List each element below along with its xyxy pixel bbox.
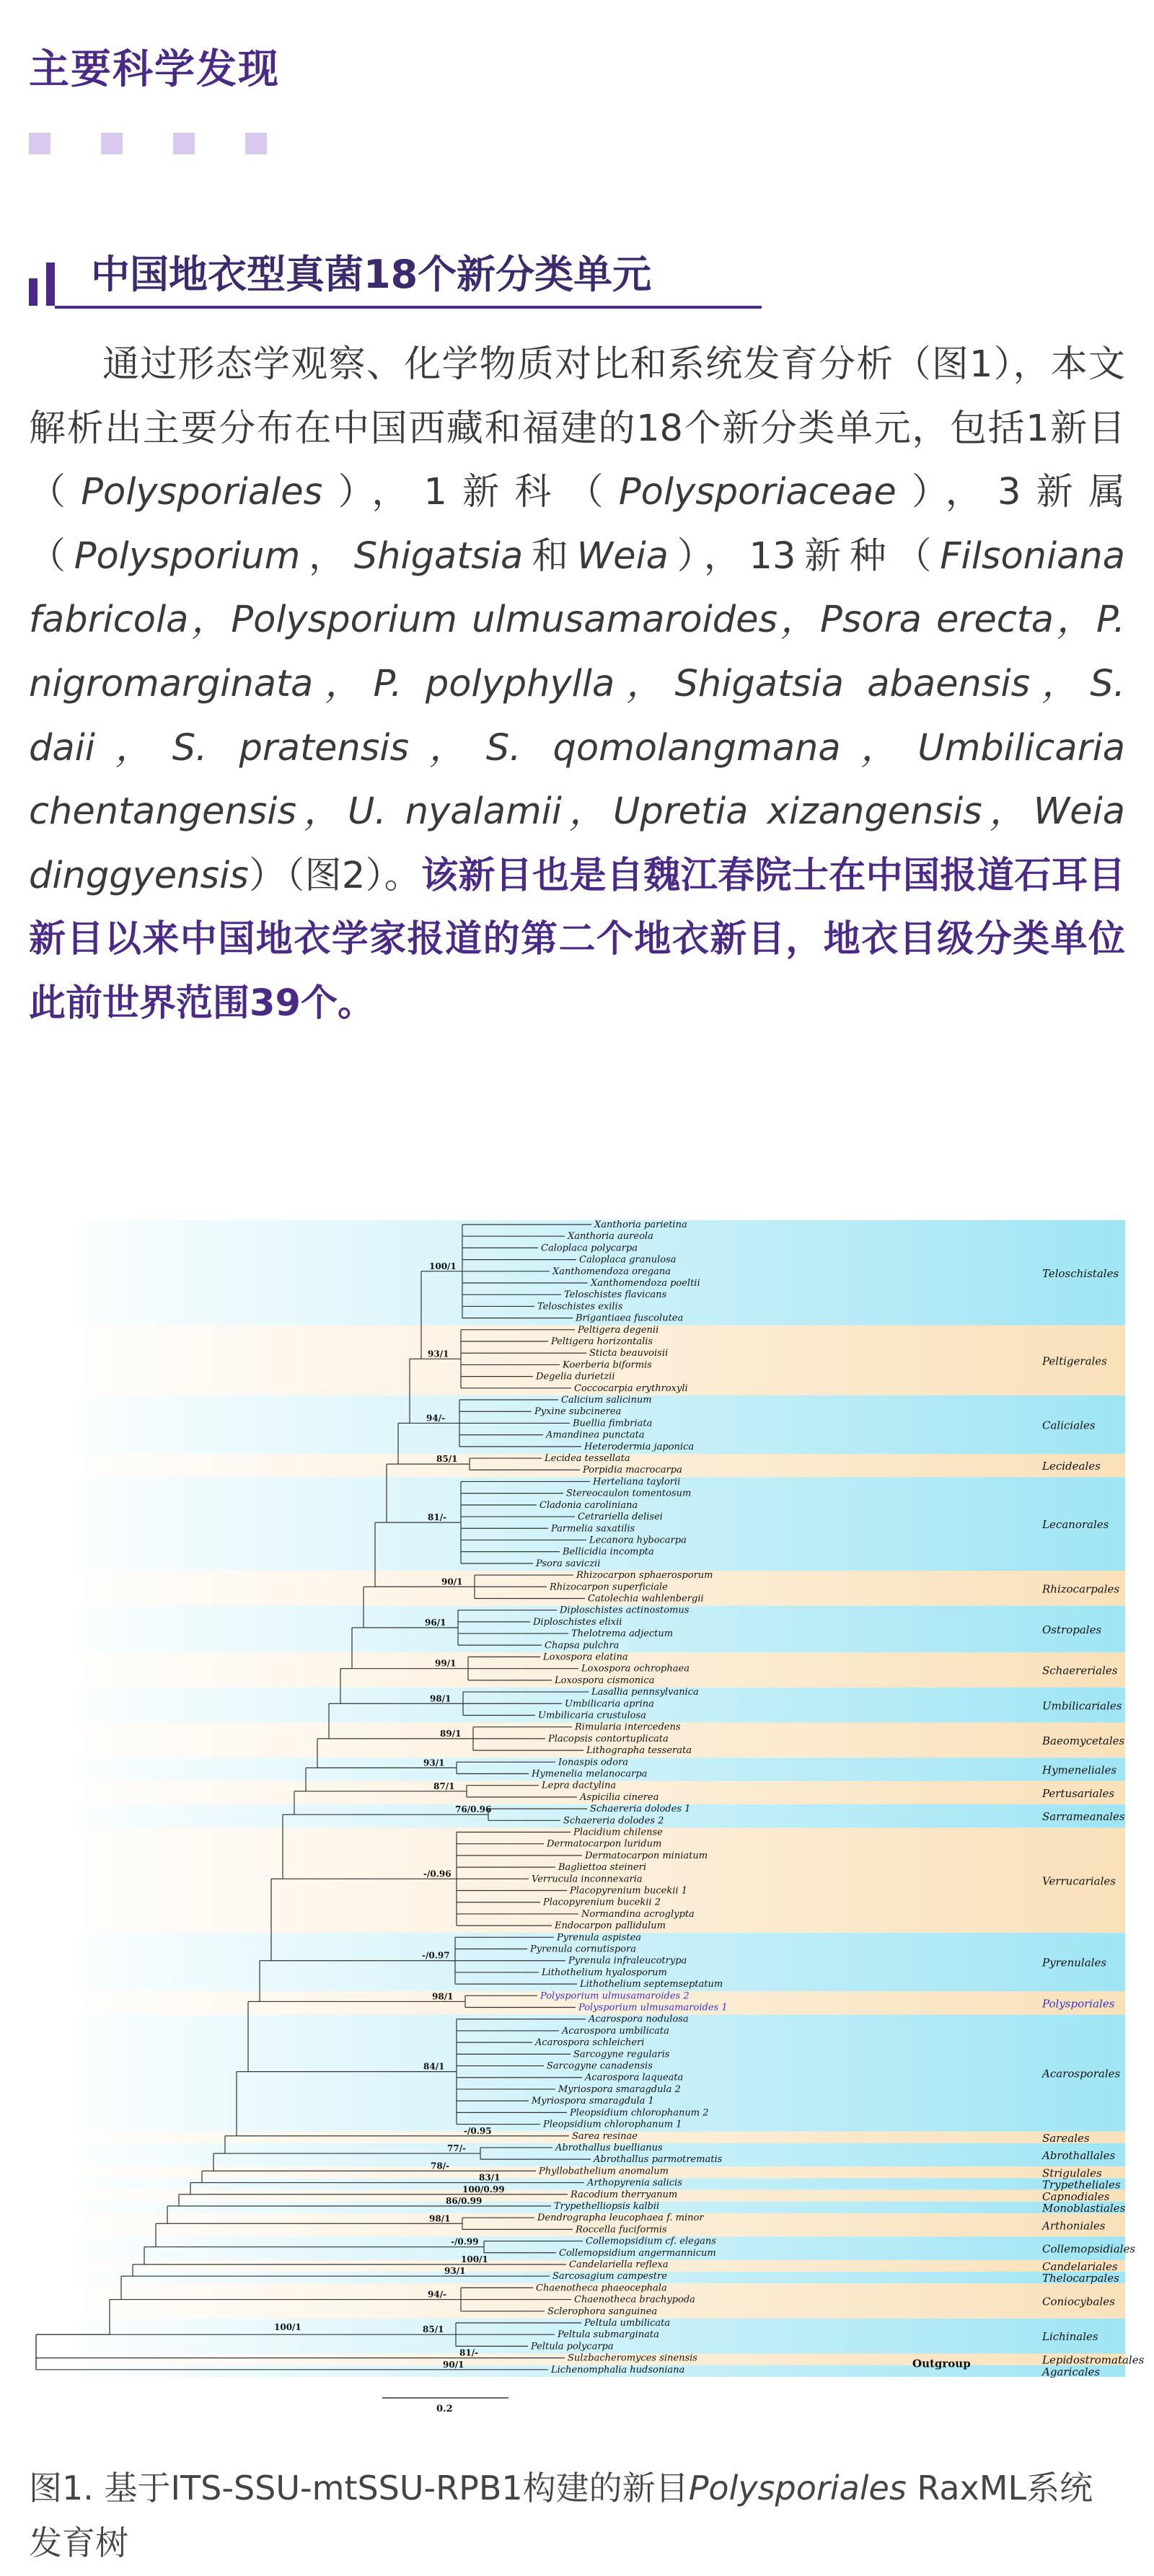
taxon-label: Xanthomendoza oregana	[552, 1266, 671, 1277]
taxon-label: Peltula umbilicata	[584, 2317, 671, 2329]
taxon-label: Lecanora hybocarpa	[589, 1535, 687, 1546]
taxon-label: Phyllobathelium anomalum	[539, 2166, 669, 2177]
support-label: 99/1	[435, 1658, 457, 1669]
support-label: 98/1	[429, 2213, 451, 2224]
taxon-species-list: Filsoniana fabricola，Polysporium ulmusamaroides，Psora erecta，P. nigromarginata，P. polyphylla，Shigatsia abaensis，S. daii，S. pratensis，S. qomolangmana，Umbilicaria chentangensis，U. nyalamii，Upretia xizangensis，Weia dinggyensis	[29, 534, 1125, 897]
taxon-label: Sclerophora sanguinea	[547, 2306, 658, 2317]
phylogenetic-tree-figure	[29, 1212, 1145, 2416]
clade-order-label: Caliciales	[1042, 1419, 1096, 1432]
taxon-label: Acarospora laqueata	[585, 2072, 684, 2083]
support-label: 93/1	[423, 1757, 445, 1768]
taxon-label: Candelariella reflexa	[569, 2259, 669, 2270]
clade-order-label: Candelariales	[1042, 2259, 1118, 2273]
caption-prefix: 图1. 基于ITS-SSU-mtSSU-RPB1构建的新目	[29, 2469, 689, 2507]
taxon-label: Coccocarpia erythroxyli	[574, 1382, 688, 1394]
taxon-label: Verrucula inconnexaria	[532, 1874, 643, 1885]
taxon-label: Pyrenula cornutispora	[530, 1944, 637, 1955]
taxon-label: Acarospora umbilicata	[562, 2025, 669, 2037]
subheading-accent-bar	[29, 278, 38, 306]
caption-order: Polysporiales	[688, 2469, 907, 2507]
support-label: 100/1	[274, 2322, 301, 2333]
taxon-label: Peltigera horizontalis	[551, 1336, 653, 1348]
subheading: 中国地衣型真菌18个新分类单元	[91, 252, 652, 297]
taxon-label: Amandinea punctata	[546, 1429, 645, 1441]
section-title: 主要科学发现	[29, 46, 280, 93]
paragraph-text: ），3新属（	[29, 471, 1125, 578]
subheading-block	[29, 237, 736, 316]
clade-order-label: Abrothallales	[1042, 2149, 1116, 2163]
taxon-label: Schaereria dolodes 2	[563, 1815, 664, 1827]
taxon-genus: Weia	[576, 534, 669, 578]
clade-order-label: Teloschistales	[1042, 1266, 1119, 1280]
taxon-label: Koerberia biformis	[563, 1359, 652, 1371]
taxon-label: Pleopsidium chlorophanum 1	[543, 2119, 682, 2130]
taxon-label: Collemopsidium angermannicum	[559, 2247, 716, 2259]
taxon-label: Pleopsidium chlorophanum 2	[570, 2107, 709, 2119]
taxon-label: Aspicilia cinerea	[580, 1791, 659, 1803]
support-label: 78/-	[431, 2161, 450, 2171]
taxon-label: Peltula polycarpa	[531, 2341, 614, 2352]
taxon-label: Heterodermia japonica	[584, 1441, 695, 1452]
support-label: 96/1	[425, 1617, 446, 1628]
taxon-label: Loxospora ochrophaea	[581, 1663, 690, 1675]
taxon-label: Degelia durietzii	[536, 1371, 615, 1382]
clade-order-label: Acarosporales	[1042, 2067, 1121, 2081]
support-label: 100/1	[461, 2254, 488, 2264]
taxon-label: Loxospora cismonica	[555, 1675, 655, 1686]
support-label: 86/0.99	[446, 2195, 483, 2206]
support-label: 94/-	[426, 1413, 446, 1424]
taxon-label: Calicium salicinum	[561, 1395, 652, 1406]
taxon-label: Trypethelliopsis kalbii	[554, 2200, 660, 2212]
clade-order-label: Lichinales	[1042, 2330, 1098, 2344]
support-label: -/0.99	[451, 2236, 479, 2247]
taxon-label: Lithothelium hyalosporum	[542, 1967, 667, 1978]
paragraph-text: ），1新科（	[322, 471, 619, 514]
outgroup-label: Outgroup	[912, 2357, 971, 2370]
support-label: 85/1	[423, 2324, 444, 2335]
taxon-label: Cetrariella delisei	[578, 1512, 663, 1523]
taxon-label: Lithothelium septemseptatum	[580, 1979, 723, 1990]
dot	[29, 133, 50, 154]
dot	[173, 133, 195, 154]
clade-order-label: Capnodiales	[1042, 2189, 1110, 2203]
taxon-label: Pyrenula infraleucotrypa	[568, 1955, 687, 1967]
taxon-label: Brigantiaea fuscolutea	[576, 1313, 684, 1324]
taxon-label: Rhizocarpon superficiale	[550, 1582, 668, 1593]
paragraph-text: 和	[523, 534, 577, 578]
taxon-label: Umbilicaria aprina	[565, 1698, 654, 1710]
taxon-label: Bagliettoa steineri	[558, 1862, 646, 1874]
clade-order-label: Ostropales	[1042, 1623, 1102, 1636]
body-paragraph	[29, 333, 1125, 1036]
taxon-genus: Shigatsia	[353, 534, 524, 578]
taxon-label: Acarospora nodulosa	[589, 2013, 689, 2025]
taxon-label: Xanthoria aureola	[568, 1231, 653, 1243]
taxon-label: Sarcogyne regularis	[573, 2049, 670, 2060]
support-label: 85/1	[436, 1454, 458, 1465]
subheading-underline	[55, 306, 762, 309]
support-label: 76/0.96	[455, 1804, 492, 1815]
taxon-label: Peltigera degenii	[578, 1324, 659, 1336]
taxon-label: Dermatocarpon luridum	[547, 1838, 662, 1850]
taxon-label: Sulzbacheromyces sinensis	[568, 2352, 697, 2364]
taxon-label: Herteliana taylorii	[593, 1476, 681, 1488]
support-label: 83/1	[479, 2172, 501, 2183]
paragraph-text: 通过形态学观察、化学物质对比和系统发育分析（图1），本文解析出主要分布在中国西藏和福建的18个新分类单元，包括1新目（	[29, 343, 1125, 514]
support-label: -/0.95	[464, 2125, 492, 2136]
taxon-label: Myriospora smaragdula 1	[532, 2096, 654, 2107]
taxon-label: Thelotrema adjectum	[571, 1628, 674, 1640]
taxon-label: Schaereria dolodes 1	[590, 1804, 691, 1815]
taxon-label: Arthopyrenia salicis	[587, 2177, 682, 2189]
taxon-label: Bellicidia incompta	[563, 1546, 654, 1558]
taxon-label: Lithographa tesserata	[586, 1745, 692, 1757]
scale-bar-label: 0.2	[436, 2404, 453, 2414]
support-label: 93/1	[428, 1349, 449, 1359]
taxon-label: Catolechia wahlenbergii	[588, 1593, 704, 1605]
clade-order-label: Lecideales	[1042, 1460, 1101, 1473]
clade-order-label: Lepidostromatales	[1042, 2353, 1145, 2367]
clade-order-label: Schaereriales	[1042, 1664, 1118, 1677]
taxon-label: Roccella fuciformis	[576, 2224, 667, 2236]
taxon-label: Polysporium ulmusamaroides 2	[540, 1990, 690, 2002]
clade-order-label: Monoblastiales	[1042, 2201, 1126, 2215]
paragraph-text: ），13新种（	[668, 534, 941, 578]
clade-order-label: Baeomycetales	[1042, 1734, 1125, 1747]
taxon-label: Teloschistes flavicans	[564, 1289, 667, 1301]
taxon-label: Pyrenula aspistea	[557, 1932, 642, 1944]
taxon-label: Psora saviczii	[536, 1558, 601, 1569]
caption-suffix: RaxML系统发育树	[29, 2469, 1093, 2562]
clade-order-label: Sareales	[1042, 2131, 1090, 2145]
clade-order-label: Coniocybales	[1042, 2295, 1115, 2308]
support-label: 90/1	[443, 2359, 464, 2370]
taxon-label: Sarcosagium campestre	[552, 2271, 667, 2282]
taxon-label: Placidium chilense	[573, 1827, 663, 1838]
taxon-label: Placopsis contortuplicata	[548, 1733, 669, 1744]
taxon-family: Polysporiaceae	[618, 471, 897, 514]
taxon-label: Diploschistes elixii	[533, 1616, 622, 1628]
taxon-label: Placopyrenium bucekii 1	[570, 1885, 687, 1897]
taxon-label: Porpidia macrocarpa	[583, 1465, 682, 1476]
taxon-label: Acarospora schleicheri	[535, 2037, 645, 2049]
taxon-label: Abrothallus buellianus	[555, 2142, 663, 2153]
highlight-text: 该新目也是自魏江春院士在中国报道石耳目新目以来中国地衣学家报道的第二个地衣新目，地衣目级分类单位此前世界范围39个。	[29, 854, 1125, 1025]
phylogenetic-tree	[29, 1212, 1145, 2416]
clade-order-label: Umbilicariales	[1042, 1699, 1122, 1713]
taxon-label: Rimularia intercedens	[575, 1721, 681, 1733]
support-label: -/0.97	[422, 1950, 450, 1961]
support-label: 77/-	[447, 2143, 467, 2154]
clade-order-label: Lecanorales	[1042, 1518, 1109, 1532]
subheading-accent-bar	[46, 263, 55, 306]
taxon-label: Collemopsidium cf. elegans	[586, 2236, 716, 2247]
taxon-order: Polysporiales	[81, 471, 323, 514]
paragraph-text: ，	[300, 534, 354, 578]
taxon-label: Lasallia pennsylvanica	[591, 1687, 699, 1698]
support-label: 90/1	[441, 1576, 463, 1587]
taxon-label: Polysporium ulmusamaroides 1	[578, 2002, 728, 2013]
taxon-label: Lecidea tessellata	[545, 1453, 630, 1465]
clade-order-label: Peltigerales	[1042, 1354, 1107, 1368]
taxon-genus: Polysporium	[74, 534, 301, 578]
taxon-label: Abrothallus parmotrematis	[594, 2154, 723, 2166]
taxon-label: Rhizocarpon sphaerosporum	[576, 1570, 713, 1582]
dot	[101, 133, 123, 154]
taxon-label: Cladonia caroliniana	[539, 1499, 638, 1511]
support-label: 87/1	[433, 1781, 455, 1791]
taxon-label: Ionaspis odora	[558, 1757, 628, 1768]
taxon-label: Teloschistes exilis	[537, 1301, 623, 1313]
taxon-label: Normandina acroglypta	[581, 1908, 695, 1920]
taxon-label: Peltula submarginata	[558, 2329, 659, 2341]
taxon-label: Dermatocarpon miniatum	[585, 1850, 708, 1861]
clade-order-label: Agaricales	[1042, 2365, 1101, 2378]
taxon-label: Sarcogyne canadensis	[547, 2060, 653, 2072]
taxon-label: Buellia fimbriata	[573, 1418, 653, 1429]
clade-order-label: Verrucariales	[1042, 1874, 1116, 1888]
taxon-label: Chaenotheca phaeocephala	[536, 2282, 667, 2294]
support-label: 98/1	[430, 1693, 452, 1704]
clade-order-label: Rhizocarpales	[1042, 1582, 1120, 1596]
clade-order-label: Strigulales	[1042, 2166, 1102, 2180]
support-label: 93/1	[444, 2266, 466, 2277]
taxon-label: Racodium therryanum	[571, 2189, 678, 2200]
taxon-label: Dendrographa leucophaea f. minor	[537, 2213, 704, 2224]
support-label: 100/1	[429, 1261, 457, 1271]
clade-order-label: Hymeneliales	[1042, 1763, 1117, 1777]
taxon-label: Xanthomendoza poeltii	[591, 1278, 700, 1289]
paragraph-text: ）（图2）。	[248, 854, 421, 897]
support-label: 89/1	[440, 1728, 462, 1739]
figure-caption	[29, 2461, 1125, 2570]
taxon-label: Myriospora smaragdula 2	[558, 2083, 681, 2095]
clade-order-label: Pyrenulales	[1042, 1956, 1107, 1970]
taxon-label: Umbilicaria crustulosa	[538, 1710, 646, 1721]
support-label: 100/0.99	[462, 2184, 505, 2195]
support-label: 84/1	[423, 2061, 445, 2072]
taxon-label: Hymenelia melanocarpa	[532, 1768, 648, 1780]
dot	[245, 133, 267, 154]
taxon-label: Caloplaca granulosa	[579, 1254, 677, 1266]
clade-order-label: Arthoniales	[1042, 2219, 1106, 2233]
taxon-label: Placopyrenium bucekii 2	[543, 1897, 661, 1908]
taxon-label: Lichenomphalia hudsoniana	[551, 2364, 685, 2376]
support-label: -/0.96	[423, 1869, 452, 1879]
taxon-label: Stereocaulon tomentosum	[566, 1488, 692, 1499]
taxon-label: Sticta beauvoisii	[589, 1348, 669, 1359]
clade-order-label: Collemopsidiales	[1042, 2242, 1136, 2256]
support-label: 81/-	[428, 1512, 447, 1523]
support-label: 81/-	[459, 2347, 479, 2358]
clade-order-label: Thelocarpales	[1042, 2272, 1119, 2285]
taxon-label: Chapsa pulchra	[545, 1640, 620, 1651]
taxon-label: Xanthoria parietina	[594, 1219, 687, 1230]
taxon-label: Pyxine subcinerea	[534, 1406, 622, 1418]
taxon-label: Caloplaca polycarpa	[541, 1243, 638, 1254]
support-label: 98/1	[432, 1991, 454, 2002]
taxon-label: Loxospora elatina	[543, 1651, 628, 1663]
taxon-label: Diploschistes actinostomus	[560, 1605, 690, 1616]
taxon-label: Lepra dactylina	[542, 1780, 617, 1791]
clade-order-label: Trypetheliales	[1042, 2178, 1121, 2192]
taxon-label: Chaenotheca brachypoda	[574, 2294, 695, 2306]
clade-order-label: Sarrameanales	[1042, 1810, 1125, 1824]
taxon-label: Sarea resinae	[572, 2130, 638, 2142]
taxon-label: Parmelia saxatilis	[551, 1523, 635, 1535]
taxon-label: Endocarpon pallidulum	[555, 1920, 666, 1932]
clade-order-label: Pertusariales	[1042, 1786, 1115, 1800]
clade-order-label: Polysporiales	[1042, 1997, 1115, 2011]
support-label: 94/-	[428, 2289, 447, 2300]
